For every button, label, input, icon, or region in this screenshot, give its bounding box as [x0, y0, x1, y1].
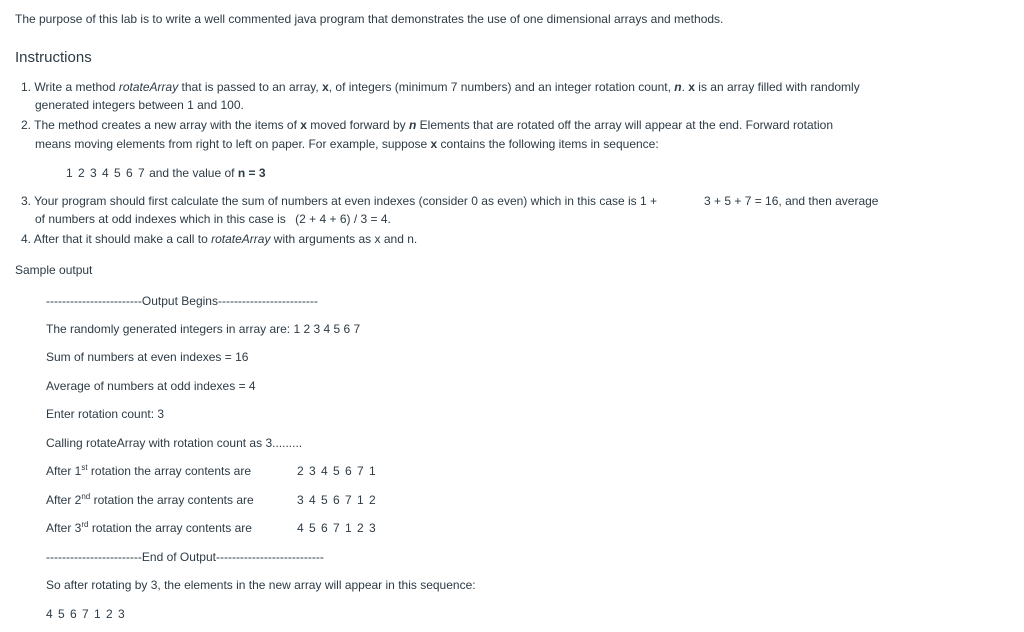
average-formula: (2 + 4 + 6) / 3 = 4. [295, 212, 391, 226]
item-text: with arguments as x and n. [270, 232, 418, 246]
output-summary-line: So after rotating by 3, the elements in the new array will appear in this sequence: [46, 578, 476, 592]
item-text: contains the following items in sequence: [437, 137, 659, 151]
item-text: , of integers (minimum 7 numbers) and an integer rotation count, [328, 80, 675, 94]
rotation-values-1: 2 3 4 5 6 7 1 [297, 464, 377, 478]
item-number: 4. [21, 232, 32, 246]
instruction-item-3-line-2 [35, 211, 391, 227]
rotation-label: rotation the array contents are [87, 464, 252, 478]
method-name: rotateArray [211, 232, 271, 246]
rotation-label: rotation the array contents are [88, 521, 252, 535]
instruction-item-1 [21, 79, 860, 95]
instruction-item-3-tail: 3 + 5 + 7 = 16, and then average [704, 194, 879, 208]
item-text: Elements that are rotated off the array will appear at the end. Forward rotation [416, 118, 834, 132]
instruction-item-2 [21, 117, 833, 133]
output-begins-line: ------------------------Output Begins------------------------- [46, 294, 318, 308]
item-text: of numbers at odd indexes which in this case is [35, 212, 286, 226]
rotation-label: After 3 [46, 521, 82, 535]
var-n: n [409, 118, 417, 132]
intro-text: The purpose of this lab is to write a well commented java program that demonstrates the use of one dimensional arrays and methods. [15, 12, 724, 26]
item-text: . [681, 80, 689, 94]
instruction-item-2-line-2 [35, 136, 659, 152]
item-number: 3. [21, 194, 32, 208]
item-text: and the value of [145, 166, 238, 180]
n-value: n = 3 [237, 166, 266, 180]
ordinal-suffix: st [81, 463, 88, 472]
method-name: rotateArray [118, 80, 179, 94]
rotation-line-2 [46, 492, 254, 508]
var-x: x [688, 80, 695, 94]
output-random-line: The randomly generated integers in array are: 1 2 3 4 5 6 7 [46, 322, 361, 336]
instruction-item-1-line-2: generated integers between 1 and 100. [35, 98, 244, 112]
rotation-line-1 [46, 463, 251, 479]
instruction-item-4 [21, 231, 417, 247]
output-final-sequence: 4 5 6 7 1 2 3 [46, 607, 126, 621]
rotation-line-3 [46, 520, 252, 536]
instruction-item-3 [21, 193, 657, 209]
output-end-line: ------------------------End of Output--------------------------- [46, 550, 324, 564]
item-text: means moving elements from right to left on paper. For example, suppose [35, 137, 431, 151]
var-n: n [674, 80, 682, 94]
output-sum-line: Sum of numbers at even indexes = 16 [46, 350, 249, 364]
item-text: After that it should make a call to [33, 232, 212, 246]
item-text: moved forward by [306, 118, 409, 132]
var-x: x [430, 137, 438, 151]
item-text: Your program should first calculate the sum of numbers at even indexes (consider 0 as even) which in this case is 1 + [34, 194, 658, 208]
output-calling-line: Calling rotateArray with rotation count as 3......... [46, 436, 303, 450]
ordinal-suffix: rd [81, 520, 89, 529]
item-text: The method creates a new array with the items of [34, 118, 301, 132]
var-x: x [300, 118, 307, 132]
sequence-values: 1 2 3 4 5 6 7 [66, 166, 146, 180]
sample-output-heading: Sample output [15, 263, 93, 277]
output-average-line: Average of numbers at odd indexes = 4 [46, 379, 256, 393]
output-enter-line: Enter rotation count: 3 [46, 407, 165, 421]
rotation-label: After 1 [46, 464, 82, 478]
rotation-values-2: 3 4 5 6 7 1 2 [297, 493, 377, 507]
example-sequence [66, 165, 266, 181]
item-number: 1. [21, 80, 32, 94]
item-text: Write a method [34, 80, 119, 94]
rotation-label: After 2 [46, 493, 82, 507]
rotation-label: rotation the array contents are [90, 493, 254, 507]
item-text: that is passed to an array, [178, 80, 323, 94]
rotation-values-3: 4 5 6 7 1 2 3 [297, 521, 377, 535]
item-number: 2. [21, 118, 32, 132]
var-x: x [322, 80, 329, 94]
item-text: is an array filled with randomly [694, 80, 860, 94]
instructions-heading: Instructions [15, 49, 92, 66]
ordinal-suffix: nd [81, 492, 91, 501]
